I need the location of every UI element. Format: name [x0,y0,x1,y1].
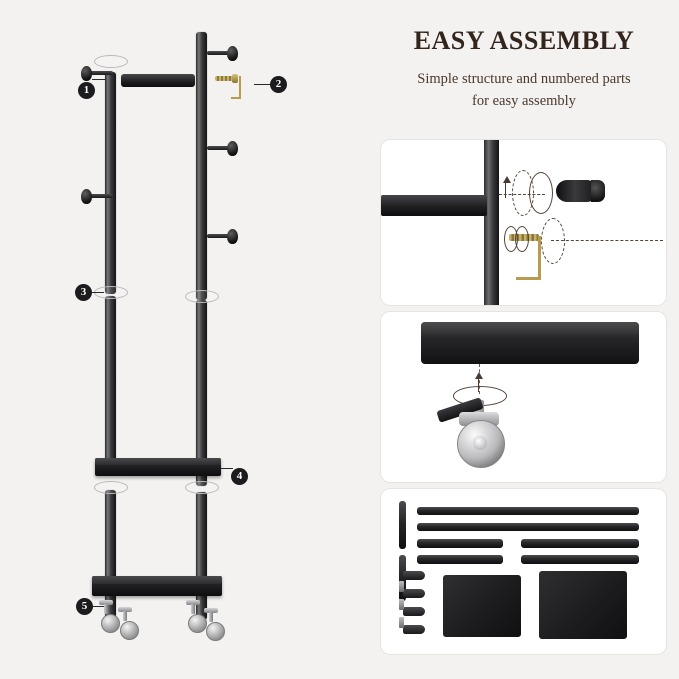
card1-allen-key-shaft [538,236,541,280]
hook-mid-rear [207,140,247,156]
part-rod-5 [417,555,503,564]
hook-low-rear [207,228,247,244]
card1-hook-tip [591,180,605,202]
part-rod-1 [417,507,639,515]
part-hook-4 [403,625,425,634]
leader-line-1 [92,79,106,80]
caster-front-right [118,607,148,647]
hook-top-rear [207,45,247,61]
part-rod-4 [521,539,639,548]
callout-2: 2 [270,76,287,93]
part-rod-6 [521,555,639,564]
connector-ring-front-lower [94,481,128,494]
middle-shelf-top-face [95,458,221,465]
part-hook-2 [403,589,425,598]
callout-4: 4 [231,468,248,485]
card2-caster-hub [473,436,487,450]
hook-mid-front [75,188,113,204]
part-hook-1 [403,571,425,580]
subtitle-line-1: Simple structure and numbered parts [417,71,631,87]
connector-ring-rear-lower [185,481,219,494]
front-lower-pole [105,296,116,472]
card1-hook-ellipse-dashed [512,170,534,216]
card1-crossbar [381,195,487,216]
part-shelf-panel-1 [443,575,521,637]
card1-arrow-shaft [505,182,506,198]
card1-alignment-line-2 [499,194,545,195]
card2-shelf-edge [421,322,639,335]
callout-5: 5 [76,598,93,615]
top-crossbar [121,74,195,87]
leader-line-5 [92,606,104,607]
card1-washer-dashed [541,218,565,264]
connector-ring-front-top [94,55,128,68]
step-card-hook-and-screw [381,140,666,305]
callout-3: 3 [75,284,92,301]
card1-pole [484,140,499,305]
leader-line-3 [92,292,104,293]
part-rod-3 [417,539,503,548]
front-upper-pole [105,72,116,294]
bottom-shelf-top-face [92,576,222,584]
part-rod-2 [417,523,639,531]
step-card-caster-install [381,312,666,482]
page-title: EASY ASSEMBLY [413,26,635,55]
callout-1: 1 [78,82,95,99]
connector-ring-rear-mid [185,290,219,303]
caster-rear-right [204,608,234,648]
step-card-parts-list [381,489,666,654]
part-bolt-3 [399,617,404,628]
crossbar-screw [215,74,255,104]
card2-arrow-shaft [478,378,479,392]
part-bolt-1 [399,581,404,592]
card1-allen-key-arm [516,277,540,280]
part-shelf-panel-2 [539,571,627,639]
part-hook-3 [403,607,425,616]
part-post-1 [399,501,406,549]
leader-line-4 [221,468,233,469]
rear-upper-pole [196,32,207,300]
page-subtitle [372,68,676,112]
part-bolt-2 [399,599,404,610]
card1-washer-b [515,226,529,252]
card1-alignment-line [551,240,663,241]
subtitle-line-2: for easy assembly [472,93,576,109]
